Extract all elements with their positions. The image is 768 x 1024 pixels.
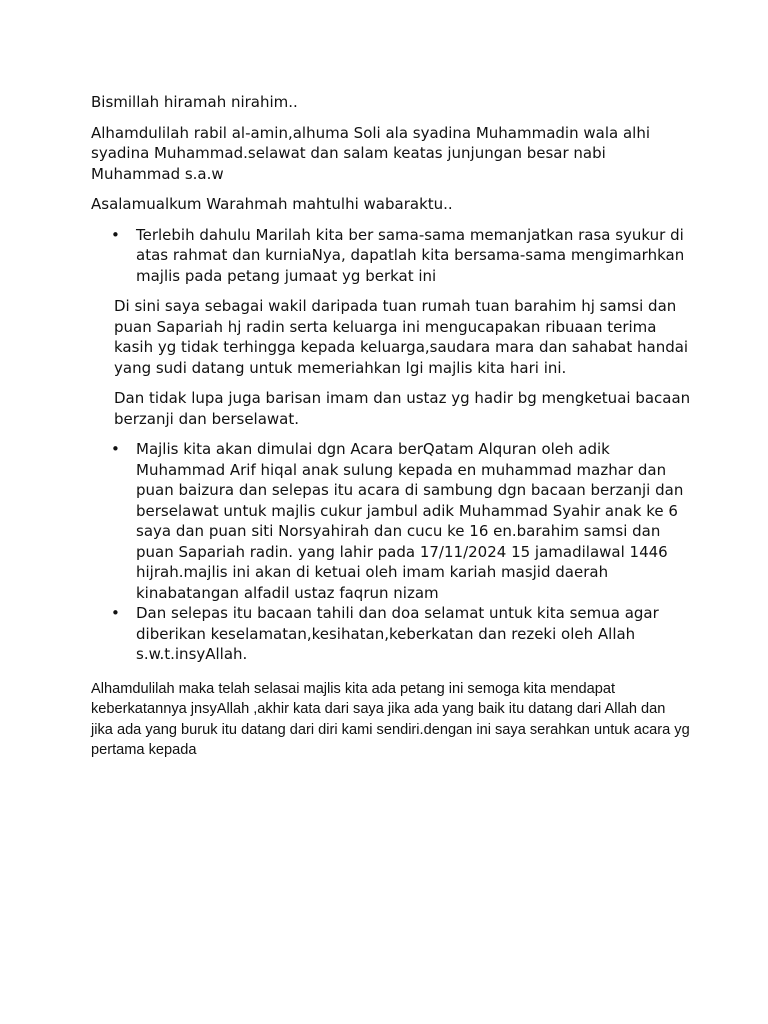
bullet-item	[91, 603, 691, 665]
closing-paragraph: Alhamdulilah maka telah selasai majlis kita ada petang ini semoga kita mendapat keberkatannya jnsyAllah ,akhir kata dari saya jika ada yang baik itu datang dari Allah dan jika ada yang buruk itu datang dari diri kami sendiri.dengan ini saya serahkan untuk acara yg pertama kepada	[91, 680, 690, 758]
document-body	[91, 92, 691, 771]
bullet-list-2	[91, 439, 691, 665]
bullet-item	[91, 225, 691, 287]
bullet-icon: •	[111, 440, 120, 458]
bullet-icon: •	[111, 225, 120, 244]
greeting-line: Asalamualkum Warahmah mahtulhi wabaraktu..	[91, 195, 453, 213]
salutation-paragraph: Alhamdulilah rabil al-amin,alhuma Soli ala syadina Muhammadin wala alhi syadina Muhammad.selawat dan salam keatas junjungan besar nabi Muhammad s.a.w	[91, 123, 650, 183]
bullet-text: Terlebih dahulu Marilah kita ber sama-sama memanjatkan rasa syukur di atas rahmat dan kurniaNya, dapatlah kita bersama-sama mengimarhkan majlis pada petang jumaat yg berkat ini	[136, 225, 685, 285]
imam-note-paragraph: Dan tidak lupa juga barisan imam dan ustaz yg hadir bg mengketuai bacaan berzanji dan berselawat.	[114, 389, 691, 428]
representation-paragraph: Di sini saya sebagai wakil daripada tuan rumah tuan barahim hj samsi dan puan Sapariah hj radin serta keluarga ini mengucapakan ribuaan terima kasih yg tidak terhingga kepada keluarga,saudara mara dan sahabat handai yang sudi datang untuk memeriahkan lgi majlis kita hari ini.	[114, 297, 689, 377]
opening-line: Bismillah hiramah nirahim..	[91, 93, 298, 111]
bullet-list-1	[91, 225, 691, 287]
bullet-icon: •	[111, 604, 120, 622]
bullet-text: Dan selepas itu bacaan tahili dan doa selamat untuk kita semua agar diberikan keselamatan,kesihatan,keberkatan dan rezeki oleh Allah s.w.t.insyAllah.	[136, 604, 659, 663]
bullet-text: Majlis kita akan dimulai dgn Acara berQatam Alquran oleh adik Muhammad Arif hiqal anak sulung kepada en muhammad mazhar dan puan baizura dan selepas itu acara di sambung dgn bacaan berzanji dan berselawat untuk majlis cukur jambul adik Muhammad Syahir anak ke 6 saya dan puan siti Norsyahirah dan cucu ke 16 en.barahim samsi dan puan Sapariah radin. yang lahir pada 17/11/2024 15 jamadilawal 1446 hijrah.majlis ini akan di ketuai oleh imam kariah masjid daerah kinabatangan alfadil ustaz faqrun nizam	[136, 440, 684, 602]
bullet-item	[91, 439, 691, 603]
